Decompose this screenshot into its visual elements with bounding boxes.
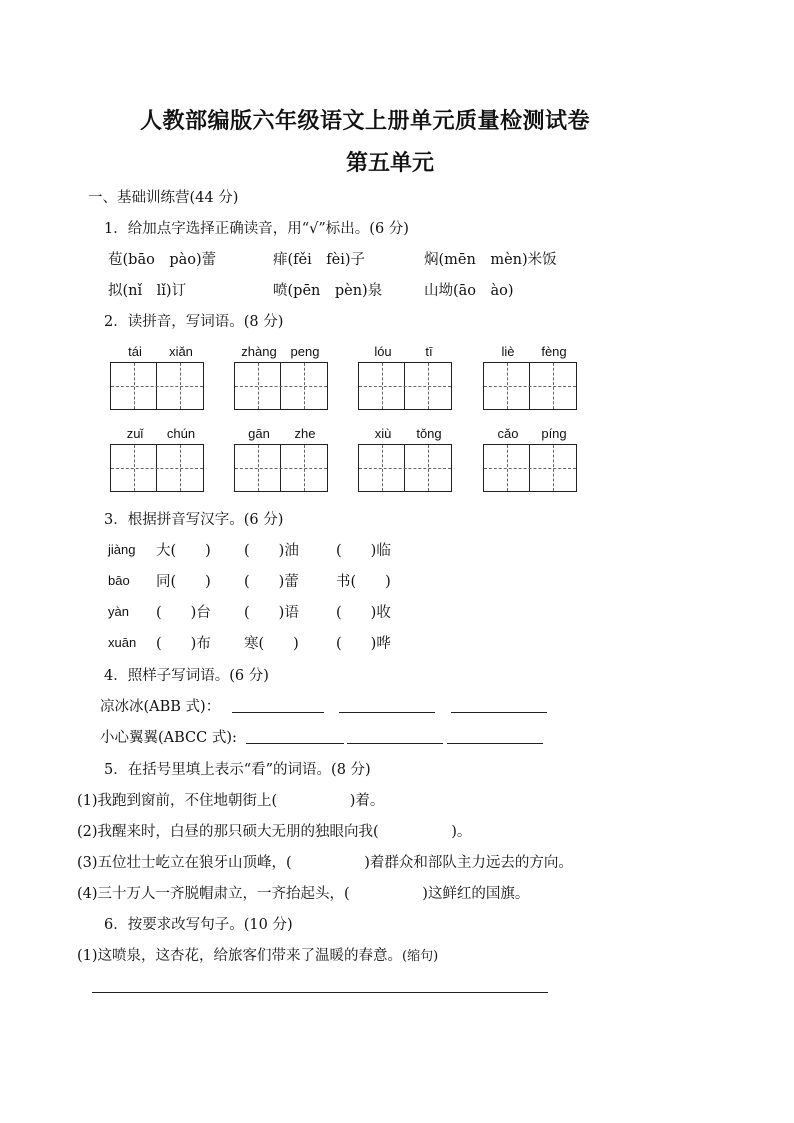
- q2-writing-grid[interactable]: [110, 362, 204, 410]
- grid-guide: [258, 363, 259, 409]
- q4-answer-line[interactable]: [339, 712, 435, 713]
- grid-guide: [484, 386, 576, 387]
- q1-item: 痱(fěi fèi)子: [273, 252, 365, 268]
- q4-answer-line[interactable]: [447, 743, 543, 744]
- q5-item: (4)三十万人一齐脱帽肃立，一齐抬起头，( )这鲜红的国旗。: [77, 886, 530, 902]
- q2-writing-grid[interactable]: [110, 444, 204, 492]
- q3-blank[interactable]: ( )蕾: [244, 574, 299, 590]
- q2-writing-grid[interactable]: [234, 362, 328, 410]
- q3-blank[interactable]: ( )台: [156, 605, 211, 621]
- q3-blank[interactable]: 同( ): [156, 574, 211, 590]
- q6-item-text: (1)这喷泉，这杏花，给旅客们带来了温暖的春意。: [77, 948, 403, 964]
- q6-item: [77, 944, 438, 965]
- q1-item: 焖(mēn mèn)米饭: [424, 252, 557, 268]
- q2-pinyin: cǎo: [497, 426, 519, 441]
- q3-pinyin: bāo: [108, 573, 130, 588]
- q1-item: 山坳(āo ào): [424, 283, 514, 299]
- grid-guide: [304, 445, 305, 491]
- q2-pinyin: liè: [501, 344, 515, 359]
- q3-blank[interactable]: 大( ): [156, 543, 211, 559]
- q4-answer-line[interactable]: [246, 743, 344, 744]
- q4-example-abcc: 小心翼翼(ABCC 式):: [100, 730, 237, 746]
- page-title: 人教部编版六年级语文上册单元质量检测试卷: [139, 109, 590, 134]
- q3-blank[interactable]: ( )哗: [336, 636, 391, 652]
- q3-blank[interactable]: 寒( ): [244, 636, 299, 652]
- q2-pinyin: peng: [290, 344, 320, 359]
- grid-guide: [359, 386, 451, 387]
- q6-item-note: (缩句): [402, 949, 439, 964]
- q6-answer-line[interactable]: [92, 992, 548, 993]
- q2-heading: 2．读拼音，写词语。(8 分): [104, 314, 284, 330]
- q2-pinyin: zuǐ: [126, 426, 144, 441]
- grid-guide: [134, 445, 135, 491]
- q2-writing-grid[interactable]: [483, 362, 577, 410]
- grid-guide: [507, 445, 508, 491]
- grid-guide: [235, 386, 327, 387]
- q2-writing-grid[interactable]: [358, 444, 452, 492]
- grid-guide: [553, 445, 554, 491]
- grid-guide: [382, 363, 383, 409]
- grid-guide: [484, 468, 576, 469]
- grid-guide: [428, 445, 429, 491]
- grid-guide: [507, 363, 508, 409]
- q1-item: 拟(nǐ lǐ)订: [108, 283, 187, 299]
- q3-pinyin: yàn: [108, 604, 129, 619]
- grid-guide: [258, 445, 259, 491]
- q1-item: 喷(pēn pèn)泉: [273, 283, 383, 299]
- grid-guide: [428, 363, 429, 409]
- q4-answer-line[interactable]: [347, 743, 443, 744]
- q1-heading: 1．给加点字选择正确读音，用“√”标出。(6 分): [104, 221, 409, 237]
- q4-answer-line[interactable]: [232, 712, 324, 713]
- q2-pinyin: píng: [541, 426, 567, 441]
- q6-heading: 6．按要求改写句子。(10 分): [104, 917, 293, 933]
- q2-pinyin: xiǎn: [169, 344, 193, 359]
- q2-pinyin: zhe: [294, 426, 316, 441]
- q5-heading: 5．在括号里填上表示“看”的词语。(8 分): [104, 762, 371, 778]
- q3-blank[interactable]: ( )布: [156, 636, 211, 652]
- q3-blank[interactable]: ( )语: [244, 605, 299, 621]
- q3-heading: 3．根据拼音写汉字。(6 分): [104, 512, 284, 528]
- q2-writing-grid[interactable]: [483, 444, 577, 492]
- grid-guide: [111, 386, 203, 387]
- grid-guide: [382, 445, 383, 491]
- section-heading: 一、基础训练营(44 分): [88, 190, 239, 206]
- q2-writing-grid[interactable]: [358, 362, 452, 410]
- q3-blank[interactable]: ( )收: [336, 605, 391, 621]
- grid-guide: [180, 445, 181, 491]
- grid-guide: [180, 363, 181, 409]
- q4-example-abb: 凉冰冰(ABB 式)：: [100, 699, 221, 715]
- grid-guide: [235, 468, 327, 469]
- q2-pinyin: tī: [425, 344, 433, 359]
- q2-pinyin: tǒng: [416, 426, 442, 441]
- q3-blank[interactable]: 书( ): [336, 574, 391, 590]
- q2-pinyin: gān: [248, 426, 270, 441]
- grid-guide: [304, 363, 305, 409]
- q4-answer-line[interactable]: [451, 712, 547, 713]
- q5-item: (3)五位壮士屹立在狼牙山顶峰，( )着群众和部队主力远去的方向。: [77, 855, 573, 871]
- grid-guide: [134, 363, 135, 409]
- q3-blank[interactable]: ( )油: [244, 543, 299, 559]
- q2-pinyin: xiù: [374, 426, 392, 441]
- q2-pinyin: tái: [128, 344, 142, 359]
- grid-guide: [111, 468, 203, 469]
- q2-writing-grid[interactable]: [234, 444, 328, 492]
- q2-pinyin: zhàng: [241, 344, 277, 359]
- q2-pinyin: chún: [166, 426, 196, 441]
- grid-guide: [553, 363, 554, 409]
- q5-item: (1)我跑到窗前，不住地朝街上( )着。: [77, 793, 385, 809]
- q3-pinyin: xuān: [108, 635, 137, 650]
- q2-pinyin: lóu: [374, 344, 392, 359]
- unit-title: 第五单元: [345, 151, 434, 176]
- grid-guide: [359, 468, 451, 469]
- q1-item: 苞(bāo pào)蕾: [108, 252, 217, 268]
- q4-heading: 4．照样子写词语。(6 分): [104, 668, 269, 684]
- q3-blank[interactable]: ( )临: [336, 543, 391, 559]
- q2-pinyin: fèng: [541, 344, 567, 359]
- q5-item: (2)我醒来时，白昼的那只硕大无朋的独眼向我( )。: [77, 824, 472, 840]
- q3-pinyin: jiàng: [108, 542, 136, 557]
